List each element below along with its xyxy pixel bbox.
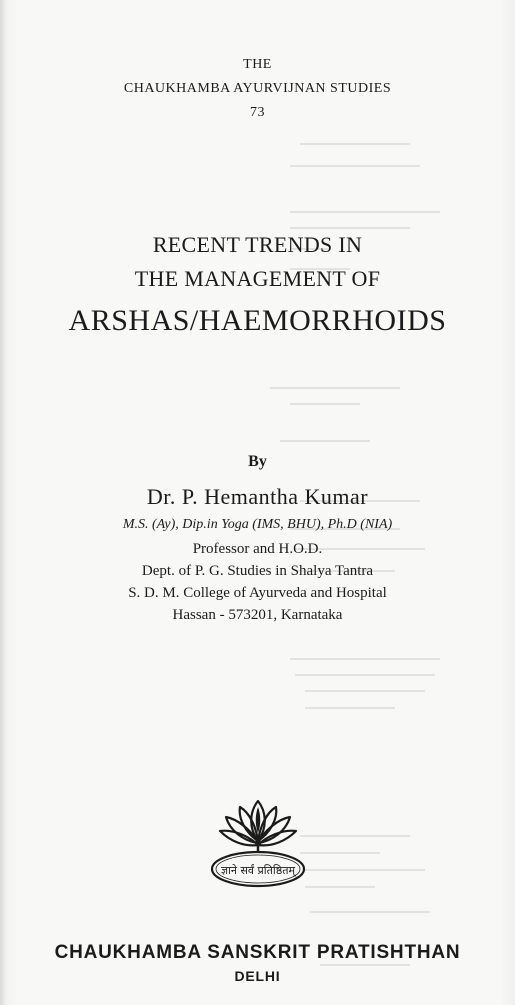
by-label: By [248,453,267,470]
svg-text:ज्ञाने सर्वं प्रतिष्ठितम्: ज्ञाने सर्वं प्रतिष्ठितम् [220,864,296,877]
publisher-city: DELHI [234,968,281,984]
author-position: Professor and H.O.D. [192,541,323,557]
author-address: Hassan - 573201, Karnataka [172,607,343,623]
author-name: Dr. P. Hemantha Kumar [146,484,369,509]
book-title-line2: THE MANAGEMENT OF [134,266,381,291]
series-title: CHAUKHAMBA AYURVIJNAN STUDIES [123,81,392,96]
series-the: THE [243,57,272,72]
lotus-emblem-icon [206,793,310,889]
series-number: 73 [250,105,265,120]
author-college: S. D. M. College of Ayurveda and Hospital [128,585,387,601]
author-qualifications: M.S. (Ay), Dip.in Yoga (IMS, BHU), Ph.D (NIA) [122,517,393,532]
book-title-line1: RECENT TRENDS IN [152,232,363,257]
book-title-line3: ARSHAS/HAEMORRHOIDS [68,304,447,337]
publisher-name: CHAUKHAMBA SANSKRIT PRATISHTHAN [54,942,461,963]
author-department: Dept. of P. G. Studies in Shalya Tantra [141,563,374,579]
